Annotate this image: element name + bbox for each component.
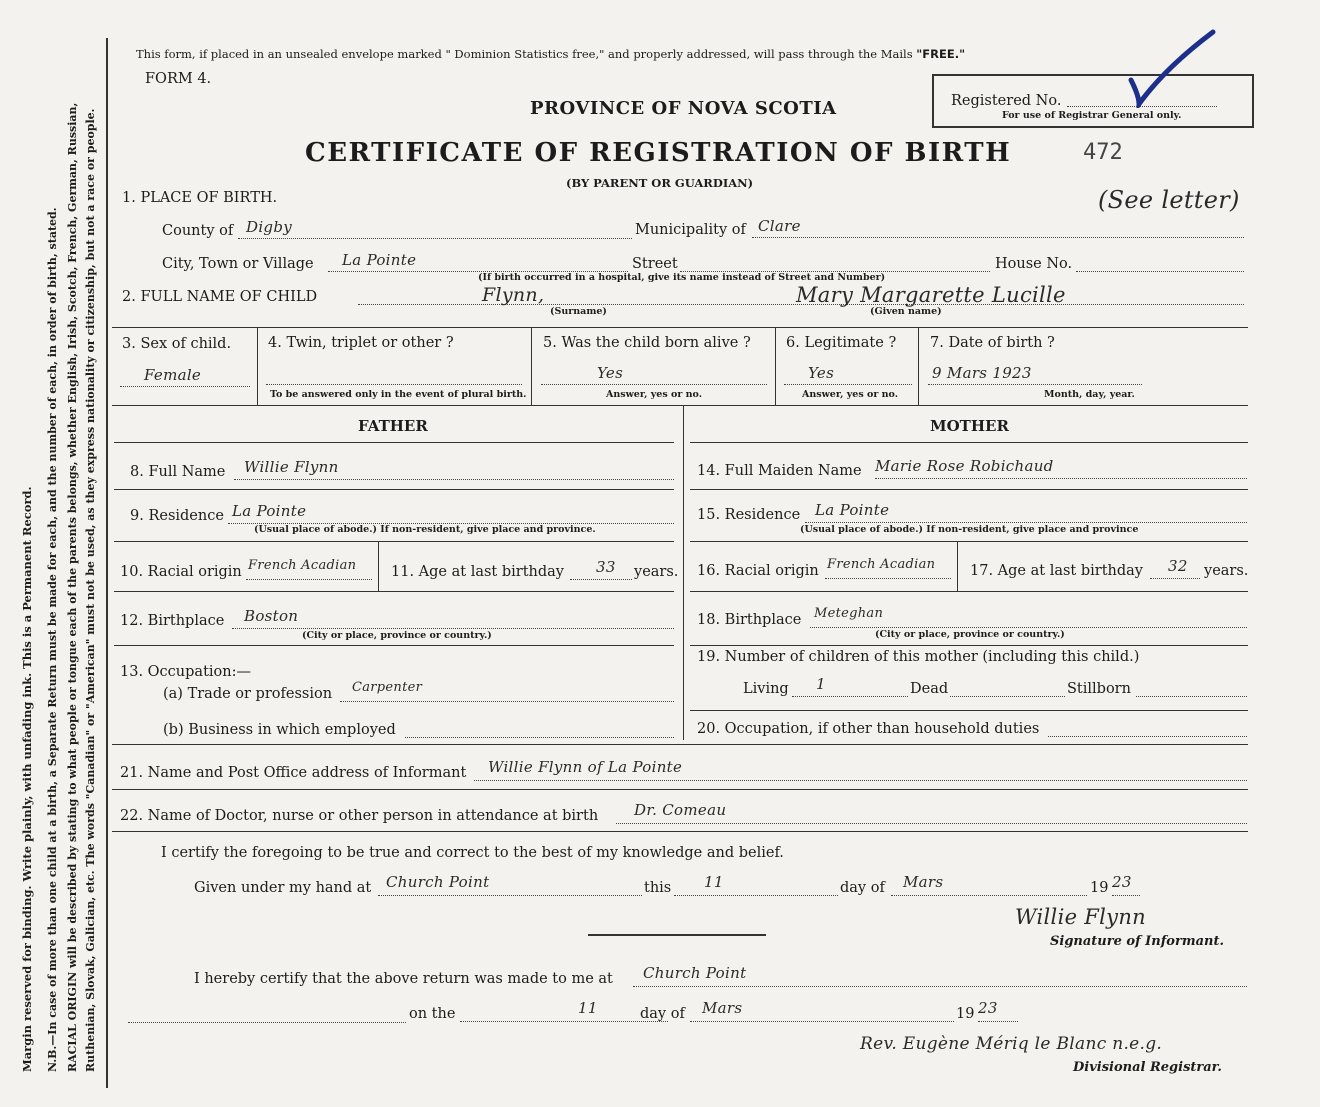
born-alive-field[interactable] — [541, 364, 767, 385]
informant-signature: Willie Flynn — [1015, 905, 1146, 929]
father-racial-value: French Acadian — [248, 558, 357, 573]
doctor-value: Dr. Comeau — [634, 801, 727, 819]
mail-free-text: "FREE." — [916, 47, 966, 61]
this-label: this — [644, 880, 672, 896]
born-alive-label: 5. Was the child born alive ? — [543, 335, 751, 351]
day-of-label: day of — [840, 880, 885, 896]
stillborn-label: Stillborn — [1067, 681, 1131, 697]
mother-occupation-label: 20. Occupation, if other than household duties — [697, 721, 1040, 737]
month-value: Mars — [903, 873, 944, 891]
father-trade-label: (a) Trade or profession — [163, 686, 333, 702]
sex-field[interactable] — [120, 366, 250, 387]
father-trade-value: Carpenter — [352, 680, 423, 695]
father-birthplace-field[interactable] — [232, 607, 674, 629]
father-age-field[interactable] — [570, 558, 632, 580]
county-field[interactable] — [238, 218, 632, 239]
certificate-title: CERTIFICATE OF REGISTRATION OF BIRTH — [305, 138, 1012, 168]
father-racial-field[interactable] — [246, 558, 372, 580]
registered-label: Registered No. — [951, 93, 1062, 109]
father-birthplace-note: (City or place, province or country.) — [302, 630, 492, 641]
section-line-a — [112, 327, 1248, 328]
dob-note: Month, day, year. — [1044, 389, 1135, 400]
mother-racial-label: 16. Racial origin — [697, 563, 819, 579]
legitimate-value: Yes — [808, 364, 835, 382]
sex-value: Female — [144, 366, 202, 384]
mother-age-field[interactable] — [1150, 557, 1200, 579]
twin-note: To be answered only in the event of plural birth. — [270, 389, 527, 400]
legitimate-field[interactable] — [784, 364, 912, 385]
county-label: County of — [162, 223, 234, 239]
see-letter-note: (See letter) — [1098, 186, 1240, 214]
dob-label: 7. Date of birth ? — [930, 335, 1055, 351]
father-racial-label: 10. Racial origin — [120, 564, 242, 580]
father-name-field[interactable] — [234, 458, 674, 480]
mail-notice-text: This form, if placed in an unsealed envelope marked " Dominion Statistics free," and properly addressed, will pass through the Mails — [136, 47, 913, 61]
margin-note-2: N.B.—In case of more than one child at a birth, a Separate Return must be made for each, and the number of each, in order of birth, stated. — [46, 207, 59, 1072]
father-row9-line — [114, 541, 674, 542]
place-of-birth-label: 1. PLACE OF BIRTH. — [122, 190, 278, 206]
father-age-unit: years. — [634, 564, 679, 580]
divider-6-7 — [918, 327, 919, 405]
father-row8-line — [114, 489, 674, 490]
mother-age-label: 17. Age at last birthday — [970, 563, 1143, 579]
legitimate-note: Answer, yes or no. — [802, 389, 899, 400]
father-age-label: 11. Age at last birthday — [391, 564, 564, 580]
dead-field[interactable] — [950, 696, 1065, 697]
dob-value: 9 Mars 1923 — [932, 364, 1032, 382]
month-field[interactable] — [891, 873, 1087, 896]
section-line-c — [112, 744, 1248, 745]
father-business-label: (b) Business in which employed — [163, 722, 396, 738]
father-row10-line — [114, 591, 674, 592]
born-alive-note: Answer, yes or no. — [606, 389, 703, 400]
signature-caption: Signature of Informant. — [1050, 934, 1224, 949]
on-the-label: on the — [409, 1006, 456, 1022]
mother-row18-line — [690, 645, 1248, 646]
on-the-value: 11 — [578, 999, 598, 1017]
given-name-caption: (Given name) — [870, 306, 942, 317]
municipality-value: Clare — [758, 217, 801, 235]
mother-birthplace-value: Meteghan — [814, 606, 884, 621]
mail-notice — [136, 47, 965, 61]
mother-children-label: 19. Number of children of this mother (including this child.) — [697, 649, 1140, 665]
mother-age-value: 32 — [1168, 557, 1188, 575]
divider-4-5 — [531, 327, 532, 405]
mother-row14-line — [690, 489, 1248, 490]
year2-value: 23 — [978, 999, 998, 1017]
registrar-caption: Divisional Registrar. — [1073, 1060, 1222, 1075]
informant-field[interactable] — [474, 758, 1247, 781]
living-value: 1 — [816, 675, 826, 693]
year-field[interactable] — [1112, 873, 1140, 896]
return-label: I hereby certify that the above return was made to me at — [194, 971, 613, 987]
mother-birthplace-note: (City or place, province or country.) — [875, 629, 1065, 640]
father-age-value: 33 — [596, 558, 616, 576]
father-residence-label: 9. Residence — [130, 508, 224, 524]
mother-residence-note: (Usual place of abode.) If non-resident, give place and province — [800, 524, 1139, 535]
surname-caption: (Surname) — [550, 306, 607, 317]
father-row12-line — [114, 645, 674, 646]
father-residence-value: La Pointe — [232, 502, 307, 520]
registered-note: For use of Registrar General only. — [1002, 110, 1182, 121]
form-number: FORM 4. — [145, 71, 212, 87]
city-value: La Pointe — [342, 251, 417, 269]
binding-margin-line — [106, 38, 108, 1088]
month2-field[interactable] — [690, 999, 954, 1022]
registrar-signature: Rev. Eugène Mériq le Blanc n.e.g. — [860, 1034, 1163, 1054]
municipality-label: Municipality of — [635, 222, 746, 238]
father-birthplace-label: 12. Birthplace — [120, 613, 225, 629]
doctor-field[interactable] — [616, 801, 1247, 824]
municipality-field[interactable] — [752, 217, 1244, 238]
divider-5-6 — [775, 327, 776, 405]
return-place-value: Church Point — [643, 964, 747, 982]
mother-racial-field[interactable] — [825, 557, 951, 579]
year-prefix: 19 — [1090, 880, 1109, 896]
father-trade-field[interactable] — [340, 680, 674, 702]
certificate-subtitle: (BY PARENT OR GUARDIAN) — [566, 176, 754, 190]
certify-statement: I certify the foregoing to be true and correct to the best of my knowledge and belief. — [161, 845, 784, 861]
father-heading: FATHER — [358, 417, 428, 435]
father-birthplace-value: Boston — [244, 607, 299, 625]
this-day-field[interactable] — [674, 873, 838, 896]
sex-label: 3. Sex of child. — [122, 336, 232, 352]
mother-residence-value: La Pointe — [815, 501, 890, 519]
mother-name-label: 14. Full Maiden Name — [697, 463, 862, 479]
mother-row16-line — [690, 591, 1248, 592]
section-line-e — [112, 831, 1248, 832]
given-under-label: Given under my hand at — [194, 880, 372, 896]
mother-name-field[interactable] — [875, 457, 1247, 479]
father-mother-divider — [683, 406, 684, 740]
certificate-number: 472 — [1083, 140, 1123, 165]
month2-value: Mars — [702, 999, 743, 1017]
stillborn-field[interactable] — [1136, 696, 1247, 697]
margin-note-3: RACIAL ORIGIN will be described by stating to what people or tongue each of the parents belongs, whether English, Irish, Scotch, French, German, Russian, — [66, 102, 79, 1072]
city-label: City, Town or Village — [162, 256, 314, 272]
year2-field[interactable] — [978, 999, 1018, 1022]
this-day-value: 11 — [704, 873, 724, 891]
father-business-field[interactable] — [405, 737, 674, 738]
informant-value: Willie Flynn of La Pointe — [488, 758, 683, 776]
born-alive-value: Yes — [597, 364, 624, 382]
father-heading-line — [114, 442, 674, 443]
day-of2-label: day of — [640, 1006, 685, 1022]
dob-field[interactable] — [928, 364, 1142, 385]
mother-occupation-field[interactable] — [1048, 736, 1247, 737]
living-field[interactable] — [792, 675, 908, 697]
given-place-field[interactable] — [378, 873, 642, 896]
father-name-value: Willie Flynn — [244, 458, 339, 476]
father-occupation-label: 13. Occupation:— — [120, 664, 251, 680]
mother-birthplace-field[interactable] — [810, 606, 1247, 628]
mother-racial-value: French Acadian — [827, 557, 936, 572]
child-surname-value: Flynn, — [482, 284, 545, 306]
divider-3-4 — [257, 327, 258, 405]
year2-prefix: 19 — [956, 1006, 975, 1022]
mother-heading: MOTHER — [930, 417, 1009, 435]
twin-label: 4. Twin, triplet or other ? — [268, 335, 454, 351]
living-label: Living — [743, 681, 789, 697]
separator-rule — [588, 934, 766, 936]
mother-row19-line — [690, 710, 1248, 711]
province-heading: PROVINCE OF NOVA SCOTIA — [530, 98, 837, 119]
checkmark-icon — [1125, 28, 1220, 108]
return-place-field[interactable] — [633, 964, 1247, 987]
section-line-b — [112, 405, 1248, 406]
mother-age-unit: years. — [1204, 563, 1249, 579]
mother-heading-line — [690, 442, 1248, 443]
given-place-value: Church Point — [386, 873, 490, 891]
legitimate-label: 6. Legitimate ? — [786, 335, 897, 351]
father-racial-age-divider — [378, 541, 379, 591]
informant-label: 21. Name and Post Office address of Informant — [120, 765, 467, 781]
mother-name-value: Marie Rose Robichaud — [875, 457, 1054, 475]
father-residence-note: (Usual place of abode.) If non-resident, give place and province. — [254, 524, 596, 535]
dead-label: Dead — [910, 681, 949, 697]
child-given-value: Mary Margarette Lucille — [796, 283, 1066, 307]
return-extra-line[interactable] — [128, 1022, 406, 1023]
year-value: 23 — [1112, 873, 1132, 891]
father-name-label: 8. Full Name — [130, 464, 226, 480]
house-no-label: House No. — [995, 256, 1073, 272]
mother-row15-line — [690, 541, 1248, 542]
mother-racial-age-divider — [957, 541, 958, 591]
house-no-field[interactable] — [1076, 271, 1244, 272]
margin-note-1: Margin reserved for binding. Write plainly, with unfading ink. This is a Permanent Record. — [20, 486, 34, 1072]
mother-residence-field[interactable] — [805, 501, 1247, 523]
doctor-label: 22. Name of Doctor, nurse or other person in attendance at birth — [120, 808, 599, 824]
hospital-note: (If birth occurred in a hospital, give its name instead of Street and Number) — [478, 272, 886, 283]
twin-field[interactable] — [266, 384, 522, 385]
mother-birthplace-label: 18. Birthplace — [697, 612, 802, 628]
street-label: Street — [632, 256, 678, 272]
section-line-d — [112, 789, 1248, 790]
child-name-label: 2. FULL NAME OF CHILD — [122, 289, 318, 305]
margin-note-4: Ruthenian, Slovak, Galician, etc. The words "Canadian" or "American" must not be used, as they express nationality or citizenship, but not a race or people. — [84, 108, 97, 1072]
county-value: Digby — [246, 218, 293, 236]
mother-residence-label: 15. Residence — [697, 507, 801, 523]
